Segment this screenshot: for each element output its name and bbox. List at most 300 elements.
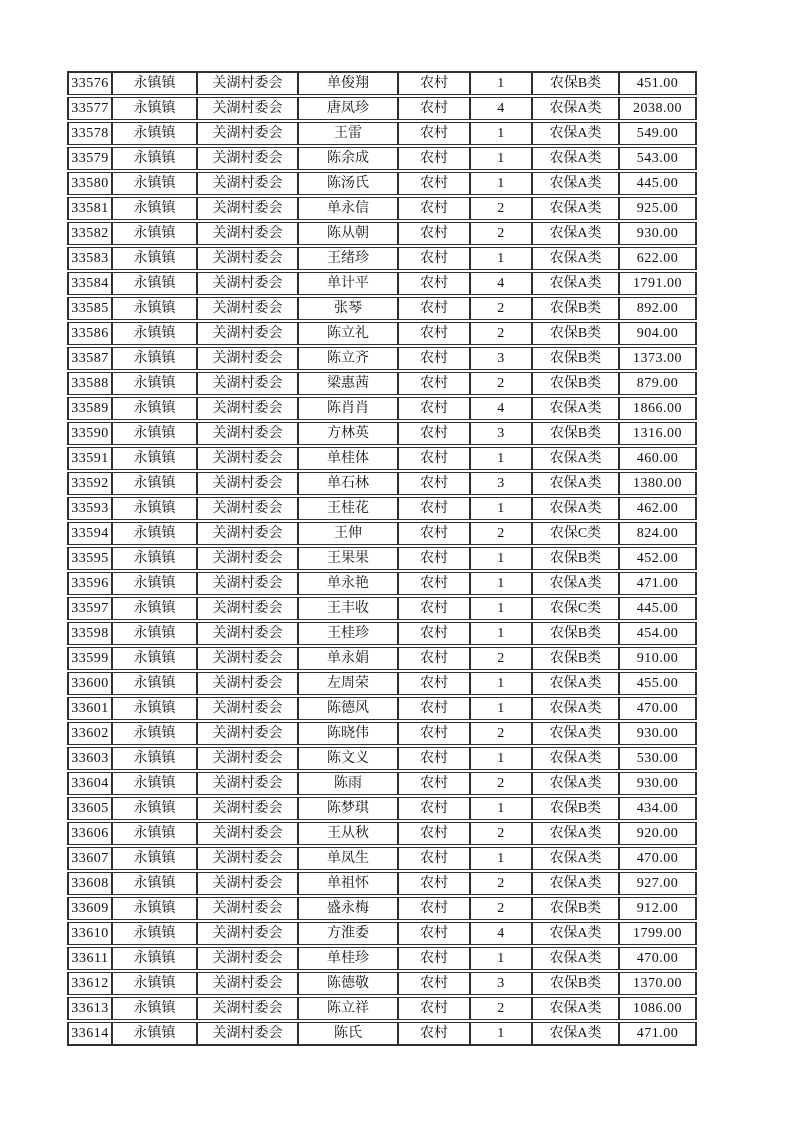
cell-id: 33576	[67, 71, 112, 95]
table-row	[67, 747, 697, 770]
table-row	[67, 322, 697, 345]
table-row	[67, 772, 697, 795]
cell-town: 永镇镇	[112, 672, 197, 695]
cell-town: 永镇镇	[112, 822, 197, 845]
cell-count: 4	[470, 397, 532, 420]
cell-category: 农保B类	[532, 322, 619, 345]
cell-category: 农保B类	[532, 347, 619, 370]
cell-village: 关湖村委会	[197, 522, 298, 545]
cell-name: 单祖怀	[298, 872, 398, 895]
cell-residence: 农村	[398, 572, 470, 595]
cell-category: 农保A类	[532, 197, 619, 220]
table-row	[67, 397, 697, 420]
cell-village: 关湖村委会	[197, 247, 298, 270]
cell-village: 关湖村委会	[197, 297, 298, 320]
table-row	[67, 972, 697, 995]
cell-residence: 农村	[398, 697, 470, 720]
cell-village: 关湖村委会	[197, 597, 298, 620]
cell-residence: 农村	[398, 872, 470, 895]
cell-count: 1	[470, 497, 532, 520]
cell-id: 33587	[67, 347, 112, 370]
cell-category: 农保C类	[532, 597, 619, 620]
cell-count: 1	[470, 447, 532, 470]
cell-category: 农保B类	[532, 797, 619, 820]
cell-amount: 2038.00	[619, 97, 697, 120]
cell-village: 关湖村委会	[197, 272, 298, 295]
table-row	[67, 222, 697, 245]
cell-residence: 农村	[398, 622, 470, 645]
cell-amount: 549.00	[619, 122, 697, 145]
cell-residence: 农村	[398, 71, 470, 95]
cell-name: 王从秋	[298, 822, 398, 845]
cell-id: 33611	[67, 947, 112, 970]
cell-name: 单永娟	[298, 647, 398, 670]
cell-residence: 农村	[398, 422, 470, 445]
cell-count: 3	[470, 422, 532, 445]
cell-name: 陈立祥	[298, 997, 398, 1020]
cell-village: 关湖村委会	[197, 71, 298, 95]
table-row	[67, 797, 697, 820]
cell-id: 33592	[67, 472, 112, 495]
cell-category: 农保A类	[532, 397, 619, 420]
cell-category: 农保A类	[532, 1022, 619, 1046]
cell-name: 方林英	[298, 422, 398, 445]
cell-category: 农保A类	[532, 472, 619, 495]
cell-residence: 农村	[398, 97, 470, 120]
cell-count: 3	[470, 472, 532, 495]
cell-name: 王伸	[298, 522, 398, 545]
table-row	[67, 497, 697, 520]
cell-id: 33613	[67, 997, 112, 1020]
cell-category: 农保A类	[532, 747, 619, 770]
table-row	[67, 922, 697, 945]
cell-id: 33614	[67, 1022, 112, 1046]
cell-category: 农保A类	[532, 872, 619, 895]
cell-category: 农保B类	[532, 647, 619, 670]
cell-town: 永镇镇	[112, 272, 197, 295]
cell-name: 王桂珍	[298, 622, 398, 645]
cell-village: 关湖村委会	[197, 497, 298, 520]
cell-village: 关湖村委会	[197, 322, 298, 345]
table-row	[67, 372, 697, 395]
cell-residence: 农村	[398, 247, 470, 270]
cell-count: 1	[470, 672, 532, 695]
cell-category: 农保A类	[532, 922, 619, 945]
table-row	[67, 147, 697, 170]
cell-id: 33593	[67, 497, 112, 520]
table-row	[67, 197, 697, 220]
cell-count: 1	[470, 597, 532, 620]
cell-village: 关湖村委会	[197, 97, 298, 120]
cell-id: 33579	[67, 147, 112, 170]
cell-name: 陈余成	[298, 147, 398, 170]
cell-town: 永镇镇	[112, 997, 197, 1020]
cell-category: 农保A类	[532, 172, 619, 195]
cell-category: 农保B类	[532, 297, 619, 320]
cell-village: 关湖村委会	[197, 572, 298, 595]
cell-name: 陈文义	[298, 747, 398, 770]
cell-name: 陈雨	[298, 772, 398, 795]
cell-name: 陈汤氏	[298, 172, 398, 195]
cell-count: 4	[470, 272, 532, 295]
cell-category: 农保A类	[532, 97, 619, 120]
cell-name: 左周荣	[298, 672, 398, 695]
cell-name: 陈德敬	[298, 972, 398, 995]
cell-count: 2	[470, 372, 532, 395]
cell-id: 33599	[67, 647, 112, 670]
cell-amount: 904.00	[619, 322, 697, 345]
cell-village: 关湖村委会	[197, 122, 298, 145]
cell-town: 永镇镇	[112, 722, 197, 745]
cell-name: 王桂花	[298, 497, 398, 520]
cell-category: 农保B类	[532, 71, 619, 95]
cell-village: 关湖村委会	[197, 422, 298, 445]
cell-name: 单计平	[298, 272, 398, 295]
cell-village: 关湖村委会	[197, 372, 298, 395]
cell-village: 关湖村委会	[197, 172, 298, 195]
cell-town: 永镇镇	[112, 147, 197, 170]
cell-town: 永镇镇	[112, 772, 197, 795]
cell-category: 农保A类	[532, 122, 619, 145]
cell-name: 单桂珍	[298, 947, 398, 970]
cell-name: 王果果	[298, 547, 398, 570]
cell-category: 农保A类	[532, 672, 619, 695]
cell-amount: 1380.00	[619, 472, 697, 495]
cell-village: 关湖村委会	[197, 822, 298, 845]
cell-town: 永镇镇	[112, 1022, 197, 1046]
cell-amount: 455.00	[619, 672, 697, 695]
cell-count: 1	[470, 71, 532, 95]
table-row	[67, 297, 697, 320]
cell-amount: 925.00	[619, 197, 697, 220]
cell-count: 2	[470, 872, 532, 895]
cell-id: 33578	[67, 122, 112, 145]
cell-town: 永镇镇	[112, 747, 197, 770]
cell-category: 农保A类	[532, 947, 619, 970]
cell-category: 农保B类	[532, 372, 619, 395]
cell-count: 1	[470, 797, 532, 820]
cell-id: 33581	[67, 197, 112, 220]
cell-village: 关湖村委会	[197, 872, 298, 895]
cell-name: 唐凤珍	[298, 97, 398, 120]
cell-residence: 农村	[398, 722, 470, 745]
table-row	[67, 97, 697, 120]
cell-id: 33596	[67, 572, 112, 595]
cell-village: 关湖村委会	[197, 772, 298, 795]
cell-amount: 470.00	[619, 697, 697, 720]
cell-town: 永镇镇	[112, 972, 197, 995]
cell-id: 33610	[67, 922, 112, 945]
cell-count: 3	[470, 347, 532, 370]
cell-village: 关湖村委会	[197, 347, 298, 370]
cell-count: 2	[470, 822, 532, 845]
cell-amount: 470.00	[619, 847, 697, 870]
cell-town: 永镇镇	[112, 472, 197, 495]
cell-count: 1	[470, 1022, 532, 1046]
cell-town: 永镇镇	[112, 622, 197, 645]
cell-category: 农保A类	[532, 997, 619, 1020]
cell-residence: 农村	[398, 497, 470, 520]
cell-town: 永镇镇	[112, 422, 197, 445]
cell-village: 关湖村委会	[197, 397, 298, 420]
cell-amount: 910.00	[619, 647, 697, 670]
cell-name: 陈德风	[298, 697, 398, 720]
cell-village: 关湖村委会	[197, 547, 298, 570]
table-row	[67, 447, 697, 470]
cell-town: 永镇镇	[112, 297, 197, 320]
table-row	[67, 622, 697, 645]
cell-amount: 530.00	[619, 747, 697, 770]
cell-count: 2	[470, 297, 532, 320]
cell-town: 永镇镇	[112, 322, 197, 345]
cell-town: 永镇镇	[112, 497, 197, 520]
table-row	[67, 947, 697, 970]
cell-amount: 451.00	[619, 71, 697, 95]
cell-village: 关湖村委会	[197, 447, 298, 470]
cell-amount: 454.00	[619, 622, 697, 645]
cell-residence: 农村	[398, 472, 470, 495]
cell-amount: 892.00	[619, 297, 697, 320]
cell-village: 关湖村委会	[197, 1022, 298, 1046]
cell-count: 1	[470, 572, 532, 595]
cell-residence: 农村	[398, 197, 470, 220]
cell-id: 33594	[67, 522, 112, 545]
cell-id: 33598	[67, 622, 112, 645]
cell-name: 单石林	[298, 472, 398, 495]
table-row	[67, 997, 697, 1020]
cell-name: 陈立礼	[298, 322, 398, 345]
cell-name: 王丰收	[298, 597, 398, 620]
cell-residence: 农村	[398, 922, 470, 945]
cell-name: 单永信	[298, 197, 398, 220]
cell-town: 永镇镇	[112, 847, 197, 870]
cell-village: 关湖村委会	[197, 672, 298, 695]
table-row	[67, 272, 697, 295]
cell-amount: 1373.00	[619, 347, 697, 370]
cell-town: 永镇镇	[112, 71, 197, 95]
cell-category: 农保A类	[532, 822, 619, 845]
cell-count: 2	[470, 772, 532, 795]
cell-town: 永镇镇	[112, 597, 197, 620]
cell-id: 33607	[67, 847, 112, 870]
cell-id: 33586	[67, 322, 112, 345]
cell-name: 盛永梅	[298, 897, 398, 920]
table-row	[67, 172, 697, 195]
cell-amount: 930.00	[619, 222, 697, 245]
cell-category: 农保B类	[532, 972, 619, 995]
cell-name: 陈梦琪	[298, 797, 398, 820]
cell-residence: 农村	[398, 172, 470, 195]
cell-residence: 农村	[398, 522, 470, 545]
cell-count: 1	[470, 747, 532, 770]
cell-id: 33601	[67, 697, 112, 720]
cell-name: 陈氏	[298, 1022, 398, 1046]
cell-id: 33585	[67, 297, 112, 320]
cell-amount: 1791.00	[619, 272, 697, 295]
cell-id: 33605	[67, 797, 112, 820]
table-row	[67, 472, 697, 495]
cell-category: 农保A类	[532, 222, 619, 245]
cell-id: 33591	[67, 447, 112, 470]
cell-village: 关湖村委会	[197, 847, 298, 870]
cell-category: 农保A类	[532, 272, 619, 295]
cell-amount: 1799.00	[619, 922, 697, 945]
cell-town: 永镇镇	[112, 197, 197, 220]
cell-town: 永镇镇	[112, 547, 197, 570]
cell-village: 关湖村委会	[197, 722, 298, 745]
table-row	[67, 572, 697, 595]
cell-category: 农保A类	[532, 572, 619, 595]
cell-name: 单桂体	[298, 447, 398, 470]
cell-id: 33604	[67, 772, 112, 795]
table-row	[67, 722, 697, 745]
cell-residence: 农村	[398, 897, 470, 920]
cell-count: 2	[470, 647, 532, 670]
cell-id: 33590	[67, 422, 112, 445]
cell-town: 永镇镇	[112, 347, 197, 370]
cell-residence: 农村	[398, 347, 470, 370]
table-row	[67, 597, 697, 620]
cell-category: 农保A类	[532, 447, 619, 470]
cell-id: 33580	[67, 172, 112, 195]
cell-amount: 930.00	[619, 722, 697, 745]
cell-count: 3	[470, 972, 532, 995]
cell-residence: 农村	[398, 447, 470, 470]
cell-name: 陈肖肖	[298, 397, 398, 420]
cell-town: 永镇镇	[112, 122, 197, 145]
cell-category: 农保B类	[532, 422, 619, 445]
cell-amount: 824.00	[619, 522, 697, 545]
cell-amount: 471.00	[619, 1022, 697, 1046]
cell-residence: 农村	[398, 772, 470, 795]
cell-village: 关湖村委会	[197, 647, 298, 670]
cell-id: 33584	[67, 272, 112, 295]
cell-village: 关湖村委会	[197, 697, 298, 720]
cell-category: 农保B类	[532, 547, 619, 570]
cell-category: 农保A类	[532, 772, 619, 795]
cell-category: 农保A类	[532, 697, 619, 720]
cell-amount: 927.00	[619, 872, 697, 895]
cell-amount: 470.00	[619, 947, 697, 970]
cell-id: 33600	[67, 672, 112, 695]
cell-count: 1	[470, 122, 532, 145]
cell-id: 33602	[67, 722, 112, 745]
cell-residence: 农村	[398, 222, 470, 245]
table-row	[67, 522, 697, 545]
cell-town: 永镇镇	[112, 97, 197, 120]
table-row	[67, 822, 697, 845]
cell-id: 33583	[67, 247, 112, 270]
cell-id: 33603	[67, 747, 112, 770]
cell-id: 33582	[67, 222, 112, 245]
cell-town: 永镇镇	[112, 372, 197, 395]
cell-village: 关湖村委会	[197, 797, 298, 820]
cell-category: 农保B类	[532, 897, 619, 920]
cell-id: 33589	[67, 397, 112, 420]
cell-town: 永镇镇	[112, 222, 197, 245]
cell-name: 梁惠茜	[298, 372, 398, 395]
cell-town: 永镇镇	[112, 922, 197, 945]
cell-amount: 879.00	[619, 372, 697, 395]
cell-residence: 农村	[398, 972, 470, 995]
cell-village: 关湖村委会	[197, 147, 298, 170]
cell-town: 永镇镇	[112, 697, 197, 720]
cell-count: 1	[470, 847, 532, 870]
cell-residence: 农村	[398, 372, 470, 395]
cell-village: 关湖村委会	[197, 947, 298, 970]
cell-residence: 农村	[398, 597, 470, 620]
cell-id: 33609	[67, 897, 112, 920]
cell-residence: 农村	[398, 647, 470, 670]
cell-id: 33588	[67, 372, 112, 395]
table-row	[67, 247, 697, 270]
table-row	[67, 71, 697, 95]
cell-category: 农保A类	[532, 147, 619, 170]
cell-name: 陈晓伟	[298, 722, 398, 745]
cell-id: 33595	[67, 547, 112, 570]
cell-residence: 农村	[398, 272, 470, 295]
cell-name: 单俊翔	[298, 71, 398, 95]
cell-amount: 452.00	[619, 547, 697, 570]
cell-town: 永镇镇	[112, 172, 197, 195]
cell-amount: 1370.00	[619, 972, 697, 995]
cell-count: 1	[470, 547, 532, 570]
cell-count: 1	[470, 247, 532, 270]
cell-category: 农保A类	[532, 722, 619, 745]
cell-village: 关湖村委会	[197, 972, 298, 995]
cell-name: 单凤生	[298, 847, 398, 870]
cell-town: 永镇镇	[112, 947, 197, 970]
cell-town: 永镇镇	[112, 572, 197, 595]
cell-town: 永镇镇	[112, 897, 197, 920]
cell-village: 关湖村委会	[197, 997, 298, 1020]
cell-village: 关湖村委会	[197, 622, 298, 645]
table-row	[67, 422, 697, 445]
cell-village: 关湖村委会	[197, 472, 298, 495]
cell-residence: 农村	[398, 122, 470, 145]
cell-village: 关湖村委会	[197, 747, 298, 770]
table-row	[67, 547, 697, 570]
cell-id: 33612	[67, 972, 112, 995]
cell-residence: 农村	[398, 947, 470, 970]
cell-amount: 543.00	[619, 147, 697, 170]
cell-amount: 912.00	[619, 897, 697, 920]
roster-table	[67, 69, 697, 1048]
table-row	[67, 647, 697, 670]
cell-residence: 农村	[398, 547, 470, 570]
table-row	[67, 697, 697, 720]
cell-residence: 农村	[398, 322, 470, 345]
cell-village: 关湖村委会	[197, 897, 298, 920]
cell-town: 永镇镇	[112, 447, 197, 470]
roster-table-container	[67, 69, 699, 1048]
cell-amount: 471.00	[619, 572, 697, 595]
cell-residence: 农村	[398, 297, 470, 320]
cell-id: 33606	[67, 822, 112, 845]
cell-residence: 农村	[398, 997, 470, 1020]
cell-count: 2	[470, 522, 532, 545]
cell-residence: 农村	[398, 672, 470, 695]
cell-amount: 434.00	[619, 797, 697, 820]
cell-town: 永镇镇	[112, 647, 197, 670]
cell-count: 4	[470, 97, 532, 120]
cell-count: 2	[470, 222, 532, 245]
cell-count: 1	[470, 697, 532, 720]
cell-residence: 农村	[398, 797, 470, 820]
cell-residence: 农村	[398, 1022, 470, 1046]
table-row	[67, 872, 697, 895]
cell-residence: 农村	[398, 822, 470, 845]
